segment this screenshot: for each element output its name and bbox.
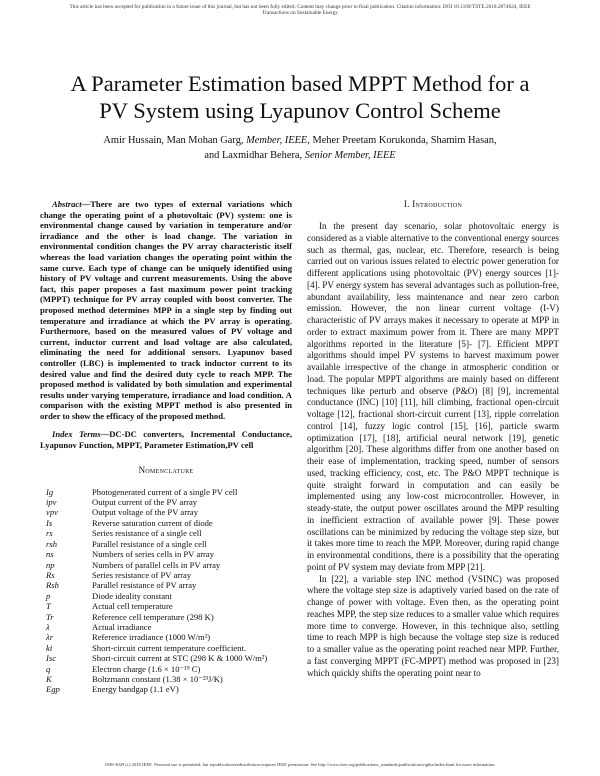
index-terms-text: —DC-DC converters, Incremental Conductance, Lyapunov Function, MPPT, Parameter Estimation,PV cell (40, 429, 292, 451)
nomenclature-row (40, 497, 292, 507)
header-line-2: Transactions on Sustainable Energy (262, 10, 338, 17)
nomenclature-table (40, 487, 292, 695)
nomenclature-row (40, 487, 292, 497)
nomenclature-description: Photogenerated current of a single PV cell (92, 486, 238, 497)
title-line-2: PV System using Lyapunov Control Scheme (99, 98, 501, 123)
nomenclature-symbol: T (46, 601, 51, 612)
nomenclature-heading: Nomenclature (138, 464, 194, 475)
nomenclature-row (40, 560, 292, 570)
nomenclature-row (40, 601, 292, 611)
nomenclature-description: Parallel resistance of a single cell (92, 538, 207, 549)
nomenclature-row (40, 528, 292, 538)
nomenclature-description: Short-circuit current at STC (298 K & 1000 W/m²) (92, 653, 268, 664)
nomenclature-row (40, 539, 292, 549)
index-terms-lead: Index Terms (52, 429, 101, 440)
nomenclature-symbol: p (46, 590, 51, 601)
nomenclature-symbol: q (46, 663, 51, 674)
nomenclature-row (40, 632, 292, 642)
author-list (28, 133, 572, 163)
title-line-1: A Parameter Estimation based MPPT Method for a (70, 71, 530, 96)
abstract-lead: Abstract (52, 199, 82, 209)
nomenclature-symbol: rs (46, 528, 53, 539)
nomenclature-row (40, 643, 292, 653)
nomenclature-row (40, 507, 292, 517)
author-role-2: Senior Member, IEEE (304, 150, 396, 161)
nomenclature-symbol: ipv (46, 497, 57, 508)
nomenclature-symbol: Rsh (46, 580, 59, 591)
nomenclature-description: Reference irradiance (1000 W/m²) (92, 632, 211, 643)
nomenclature-symbol: ns (46, 549, 54, 560)
authors-part-2: , Meher Preetam Korukonda, Shamim Hasan, (307, 135, 497, 146)
nomenclature-description: Series resistance of a single cell (92, 528, 202, 539)
nomenclature-description: Boltzmann constant (1.38 × 10⁻²³J/K) (92, 673, 223, 684)
nomenclature-row (40, 684, 292, 694)
nomenclature-symbol: Tr (46, 611, 54, 622)
nomenclature-description: Energy bandgap (1.1 eV) (92, 684, 179, 695)
nomenclature-description: Series resistance of PV array (92, 569, 192, 580)
introduction-heading: I. Introduction (403, 199, 463, 209)
nomenclature-description: Numbers of parallel cells in PV array (92, 559, 221, 570)
nomenclature-row (40, 674, 292, 684)
nomenclature-description: Reference cell temperature (298 K) (92, 611, 214, 622)
nomenclature-symbol: np (46, 559, 55, 570)
nomenclature-description: Actual cell temperature (92, 601, 173, 612)
nomenclature-description: Output current of the PV array (92, 497, 198, 508)
nomenclature-row (40, 653, 292, 663)
intro-paragraph-1: In the present day scenario, solar photovoltaic energy is considered as a viable alternative to the conventional energy sources such as thermal, gas, nuclear, etc. Therefore, research is being carried out on various issues related to electric power generation for different applications using photovoltaic (PV) energy sources [1]- [4]. PV energy system has several advantages such as pollution-free, abundant availability, less maintenance and near zero carbon emission. However, the non linear current voltage (I-V) characteristic of PV arrays makes it necessary to operate at MPP in order to extract maximum power from it. There are many MPPT algorithms reported in the literature [5]- [7]. Efficient MPPT algorithms should impel PV systems to harvest maximum power available irrespective of the change in atmospheric condition or load. The popular MPPT algorithms are mainly based on different techniques like perturb and observe (P&O) [8] [9], incremental conductance (INC) [10] [11], hill climbing, fractional open-circuit voltage [12], fractional short-circuit current [13], ripple correlation control [14], fuzzy logic control [15], [16], particle swarm optimization [17], [18], artificial neural network [19], genetic algorithm [20]. These algorithms differ from one another based on their ease of implementation, tracking speed, number of sensors used, tracking efficiency, cost, etc. The P&O MPPT technique is quite straight forward in computation and can easily be implemented using any low-cost microcontroller. However, in steady-state, the output power oscillates around the MPP resulting in inefficient extraction of available power [9]. These power oscillations can be minimized by reducing the voltage step size, but it takes more time to reach the MPP. Moreover, during rapid change in environmental conditions, there is a possibility that the operating point of PV system may deviate from MPP [21]. (307, 221, 559, 572)
index-terms (40, 429, 292, 450)
paper-title (28, 70, 572, 124)
copyright-footer: 1949-3029 (c) 2018 IEEE. Personal use is permitted, but republication/redistribution requires IEEE permission. See http://www.ieee.org/publications_standards/publications/rights/index.html for more information. (104, 762, 496, 767)
nomenclature-symbol: vpv (46, 507, 58, 518)
nomenclature-symbol: λr (46, 632, 54, 643)
nomenclature-symbol: rsh (46, 538, 57, 549)
author-role-1: Member, IEEE (246, 135, 308, 146)
authors-part-3: and Laxmidhar Behera, (204, 150, 305, 161)
abstract (40, 199, 292, 421)
authors-part-1: Amir Hussain, Man Mohan Garg, (103, 135, 247, 146)
nomenclature-row (40, 518, 292, 528)
nomenclature-symbol: Ig (46, 486, 54, 497)
nomenclature-description: Diode ideality constant (92, 590, 172, 601)
nomenclature-row (40, 622, 292, 632)
nomenclature-description: Actual irradiance (92, 621, 152, 632)
nomenclature-symbol: K (46, 673, 52, 684)
nomenclature-description: Numbers of series cells in PV array (92, 549, 215, 560)
nomenclature-description: Short-circuit current temperature coefficient. (92, 642, 246, 653)
nomenclature-row (40, 664, 292, 674)
authors-line-2 (28, 148, 572, 163)
nomenclature-symbol: Egp (46, 684, 60, 695)
nomenclature-symbol: Is (46, 517, 53, 528)
nomenclature-description: Parallel resistance of PV array (92, 580, 197, 591)
nomenclature-row (40, 549, 292, 559)
header-line-1: This article has been accepted for publication in a future issue of this journal, but has not been fully edited. Content may change prior to final publication. Citation information: DOI 10.1109/TSTE.2018.2874624, IEEE (69, 4, 531, 10)
left-column (40, 199, 292, 695)
nomenclature-row (40, 580, 292, 590)
nomenclature-symbol: ki (46, 642, 53, 653)
nomenclature-row (40, 570, 292, 580)
intro-paragraph-2: In [22], a variable step INC method (VSINC) was proposed where the voltage step size is adaptively varied based on the rate of change of power with voltage. Even then, as the operating point reaches MPP, the step size reduces to a smaller value which requires more time to converge. However, in this technique also, settling time to reach MPP is high because the voltage step size is reduced to a smaller value as the operating point reached near MPP. Further, a fast converging MPPT (FC-MPPT) method was proposed in [23] which quickly shifts the operating point near to (307, 573, 559, 678)
nomenclature-description: Electron charge (1.6 × 10⁻¹⁹ C) (92, 663, 201, 674)
nomenclature-symbol: Rs (46, 569, 55, 580)
nomenclature-description: Reverse saturation current of diode (92, 517, 213, 528)
right-column (307, 199, 559, 679)
nomenclature-symbol: Isc (46, 653, 57, 664)
journal-header (28, 4, 572, 17)
authors-line-1 (28, 133, 572, 148)
nomenclature-description: Output voltage of the PV array (92, 507, 199, 518)
nomenclature-row (40, 612, 292, 622)
nomenclature-symbol: λ (46, 621, 50, 632)
abstract-text: —There are two types of external variations which change the operating point of a photovoltaic (PV) system: one is environmental change caused by variation in temperature and/or irradiance and the other is load change. The variation in environmental condition changes the PV array characteristic itself whereas the load variation changes the operating point within the same curve. Each type of change can be uniquely identified using history of PV voltage and current measurements. Using the above fact, this paper proposes a fast maximum power point tracking (MPPT) technique for PV array coupled with boost converter. The proposed method determines MPP in a single step by finding out temperature and irradiance at which the PV array is operating. Furthermore, based on the measured values of PV voltage and current, inductor current and load voltage are also calculated, eliminating the need for additional sensors. Lyapunov based controller (LBC) is implemented to track inductor current to its desired value and find the desired duty cycle to reach MPP. The proposed method is validated by both simulation and experimental results under varying temperature, irradiance and load condition. A comparison with the existing MPPT method is also presented in order to show the efficacy of the proposed method. (40, 199, 292, 421)
nomenclature-row (40, 591, 292, 601)
